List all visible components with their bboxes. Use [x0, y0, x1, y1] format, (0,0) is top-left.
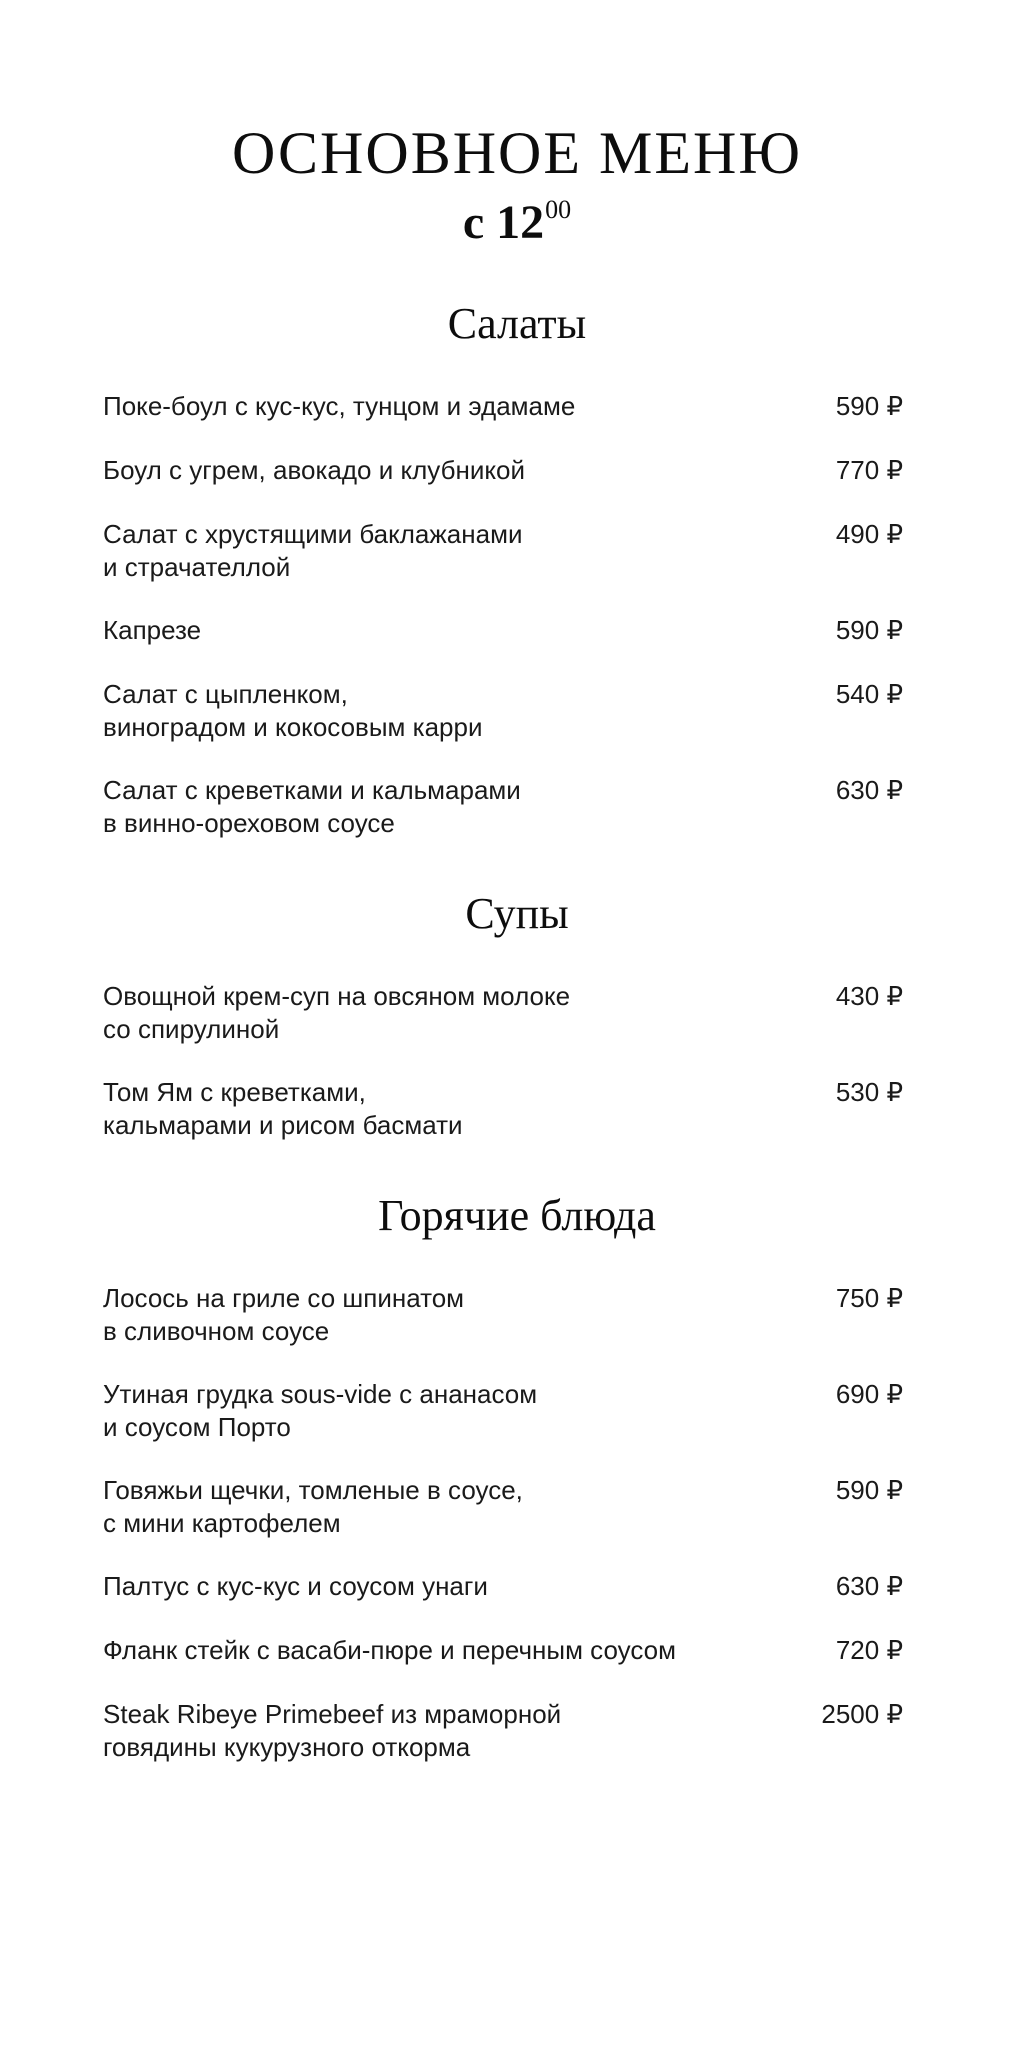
menu-item [103, 1474, 903, 1540]
page-title: ОСНОВНОЕ МЕНЮ [231, 120, 803, 186]
menu-item-price: 690 ₽ [835, 1379, 903, 1409]
menu-item-name: Салат с креветками и кальмарами в винно-ореховом соусе [103, 775, 521, 838]
menu-item-name: Поке-боул с кус-кус, тунцом и эдамаме [103, 391, 576, 421]
menu-item [103, 1378, 903, 1444]
menu-item-name: Говяжьи щечки, томленые в соусе, с мини картофелем [103, 1475, 523, 1538]
menu-item-price: 590 ₽ [835, 391, 903, 421]
menu-item-price: 2500 ₽ [821, 1699, 903, 1729]
menu-item [103, 980, 903, 1046]
menu-item-name: Лосось на гриле со шпинатом в сливочном соусе [103, 1283, 465, 1346]
menu-item [103, 614, 903, 647]
menu-item [103, 678, 903, 744]
menu-item-price: 490 ₽ [835, 519, 903, 549]
menu-item [103, 454, 903, 487]
subtitle-minutes: 00 [545, 195, 572, 224]
menu-item-price: 630 ₽ [835, 775, 903, 805]
menu-item [103, 1634, 903, 1667]
menu-item-name: Салат с цыпленком, виноградом и кокосовым карри [103, 679, 483, 742]
menu-item-name: Steak Ribeye Primebeef из мраморной говядины кукурузного откорма [103, 1699, 562, 1762]
menu-item-name: Овощной крем-суп на овсяном молоке со спирулиной [103, 981, 571, 1044]
menu-item-price: 590 ₽ [835, 615, 903, 645]
section-heading-soups: Супы [465, 889, 569, 938]
subtitle-time: с 12 [462, 196, 545, 249]
menu-item-price: 430 ₽ [835, 981, 903, 1011]
menu-item-price: 590 ₽ [835, 1475, 903, 1505]
menu-item [103, 1076, 903, 1142]
menu-item-price: 750 ₽ [835, 1283, 903, 1313]
menu-item-name: Фланк стейк с васаби-пюре и перечным соусом [103, 1635, 676, 1665]
menu-item-name: Палтус с кус-кус и соусом унаги [103, 1571, 488, 1601]
menu-item [103, 1282, 903, 1348]
menu-item-name: Салат с хрустящими баклажанами и страчателлой [103, 519, 523, 582]
menu-item-price: 770 ₽ [835, 455, 903, 485]
menu-item-price: 720 ₽ [835, 1635, 903, 1665]
menu-item [103, 518, 903, 584]
section-heading-salads: Салаты [447, 299, 587, 348]
menu-item-name: Капрезе [103, 615, 202, 645]
menu-item-price: 630 ₽ [835, 1571, 903, 1601]
menu-item-name: Утиная грудка sous-vide с ананасом и соусом Порто [103, 1379, 538, 1442]
menu-item-price: 540 ₽ [835, 679, 903, 709]
page-subtitle [0, 180, 1034, 253]
menu-item [103, 1570, 903, 1603]
menu-item [103, 1698, 903, 1764]
menu-item [103, 390, 903, 423]
menu-item-name: Том Ям с креветками, кальмарами и рисом басмати [103, 1077, 463, 1140]
menu-item [103, 774, 903, 840]
section-heading-hot-dishes: Горячие блюда [378, 1191, 656, 1240]
menu-item-name: Боул с угрем, авокадо и клубникой [103, 455, 526, 485]
menu-item-price: 530 ₽ [835, 1077, 903, 1107]
